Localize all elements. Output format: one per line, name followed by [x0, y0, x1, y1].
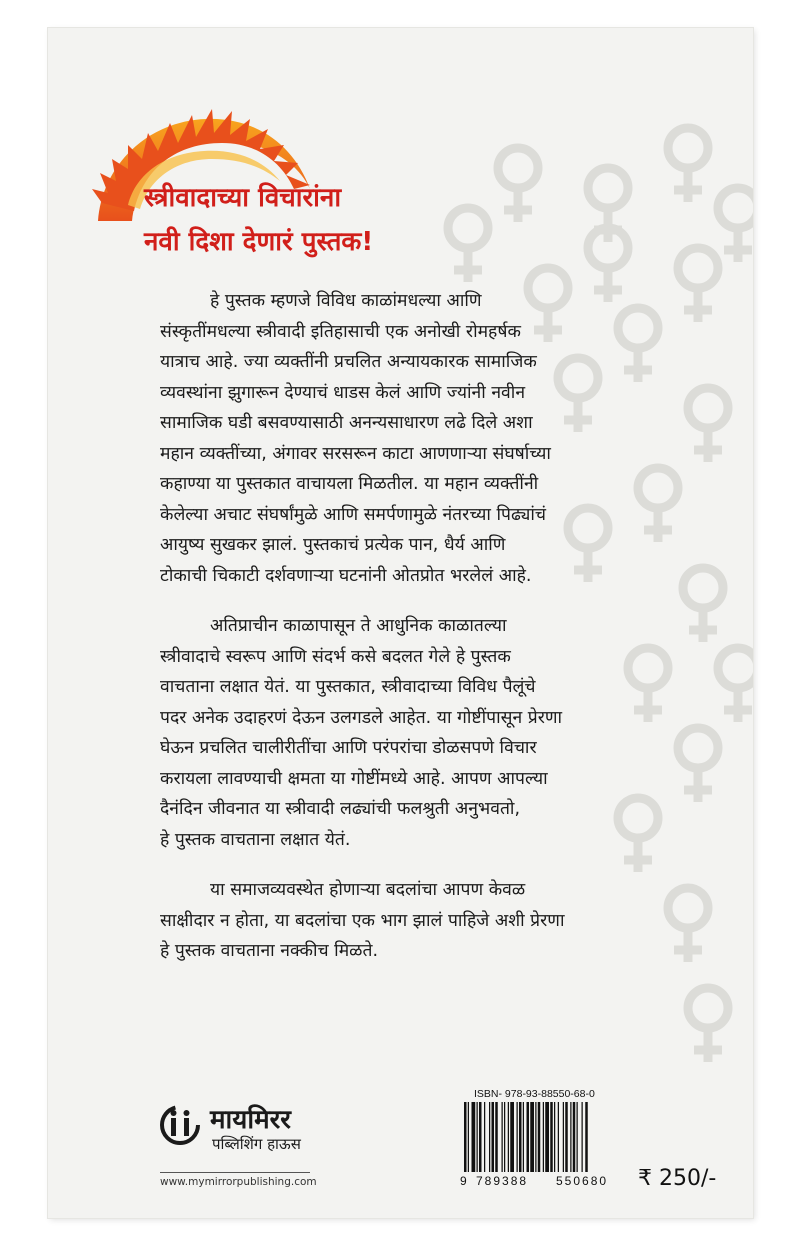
barcode-bar: [472, 1102, 476, 1172]
book-back-cover: [48, 28, 753, 1218]
barcode-bar: [489, 1102, 490, 1172]
blurb-line: सामाजिक घडी बसवण्यासाठी अनन्यसाधारण लढे दिले अशा: [160, 413, 533, 433]
blurb-text: [160, 286, 720, 987]
blurb-line: आयुष्य सुखकर झालं. पुस्तकाचं प्रत्येक पान, धैर्य आणि: [160, 535, 506, 555]
blurb-line: वाचताना लक्षात येतं. या पुस्तकात, स्त्रीवादाच्या विविध पैलूंचे: [160, 677, 536, 697]
barcode-bar: [527, 1102, 530, 1172]
barcode-bar: [523, 1102, 524, 1172]
blurb-line: घेऊन प्रचलित चालीरीतींचा आणि परंपरांचा डोळसपणे विचार: [160, 738, 537, 758]
barcode-bar: [570, 1102, 571, 1172]
blurb-line: पदर अनेक उदाहरणं देऊन उलगडले आहेत. या गोष्टींपासून प्रेरणा: [160, 707, 563, 728]
blurb-line: हे पुस्तक म्हणजे विविध काळांमधल्या आणि: [210, 291, 482, 311]
barcode-bar: [545, 1102, 549, 1172]
barcode-group-1: 789388: [476, 1174, 529, 1188]
venus-symbol-icon: [718, 648, 753, 722]
isbn-text: ISBN- 978-93-88550-68-0: [474, 1088, 595, 1100]
barcode-bar: [508, 1102, 509, 1172]
barcode-bar: [543, 1102, 544, 1172]
blurb-line: व्यवस्थांना झुगारून देण्याचं धाडस केलं आणि ज्यांनी नवीन: [160, 382, 526, 403]
barcode-group-2: 550680: [556, 1174, 609, 1188]
barcode-bar: [563, 1102, 564, 1172]
barcode-bar: [517, 1102, 518, 1172]
barcode-bar: [538, 1102, 541, 1172]
blurb-line: अतिप्राचीन काळापासून ते आधुनिक काळातल्या: [210, 616, 507, 636]
venus-symbol-icon: [668, 128, 708, 202]
blurb-line: स्त्रीवादाचे स्वरूप आणि संदर्भ कसे बदलत गेले हे पुस्तक: [160, 646, 511, 667]
barcode-bar: [495, 1102, 498, 1172]
blurb-line: हे पुस्तक वाचताना लक्षात येतं.: [160, 829, 351, 850]
barcode-bar: [510, 1102, 514, 1172]
headline-line-1: स्त्रीवादाच्या विचारांना: [144, 183, 342, 213]
blurb-line: संस्कृतींमधल्या स्त्रीवादी इतिहासाची एक अनोखी रोमहर्षक: [160, 321, 521, 342]
publisher-url: www.mymirrorpublishing.com: [160, 1172, 310, 1188]
blurb-line: यात्राच आहे. ज्या व्यक्तींनी प्रचलित अन्यायकारक सामाजिक: [160, 352, 537, 372]
blurb-line: केलेल्या अचाट संघर्षांमुळे आणि समर्पणामुळे नंतरच्या पिढ्यांचं: [160, 504, 547, 525]
blurb-paragraph: [160, 611, 720, 855]
publisher-logo-icon: [160, 1104, 200, 1146]
blurb-paragraph: [160, 286, 720, 591]
venus-symbol-icon: [688, 988, 728, 1062]
barcode-bar: [519, 1102, 522, 1172]
barcode-bar: [585, 1102, 588, 1172]
barcode-bar: [535, 1102, 536, 1172]
barcode-bar: [573, 1102, 576, 1172]
publisher-subtitle: पब्लिशिंग हाऊस: [212, 1135, 301, 1153]
barcode-bar: [550, 1102, 553, 1172]
barcode-bar: [554, 1102, 555, 1172]
venus-symbol-icon: [718, 188, 753, 262]
blurb-line: महान व्यक्तींच्या, अंगावर सरसरून काटा आणणाऱ्या संघर्षाच्या: [160, 443, 551, 464]
blurb-line: करायला लावण्याची क्षमता या गोष्टींमध्ये आहे. आपण आपल्या: [160, 768, 548, 789]
barcode-block: [460, 1088, 632, 1198]
headline-line-2: नवी दिशा देणारं पुस्तक!: [144, 227, 374, 257]
barcode-bar: [468, 1102, 469, 1172]
barcode-graphic: [460, 1102, 632, 1174]
barcode-bar: [484, 1102, 485, 1172]
barcode-bar: [558, 1102, 559, 1172]
barcode-bar: [530, 1102, 534, 1172]
barcode-bar: [565, 1102, 568, 1172]
barcode-bar: [504, 1102, 505, 1172]
blurb-line: हे पुस्तक वाचताना नक्कीच मिळते.: [160, 941, 379, 961]
publisher-name: मायमिरर: [210, 1105, 291, 1135]
venus-symbol-icon: [498, 148, 538, 222]
blurb-line: या समाजव्यवस्थेत होणाऱ्या बदलांचा आपण केवळ: [210, 880, 526, 900]
blurb-line: टोकाची चिकाटी दर्शवणाऱ्या घटनांनी ओतप्रोत भरलेलं आहे.: [160, 565, 532, 586]
publisher-block: [160, 1104, 380, 1204]
venus-symbol-icon: [448, 208, 488, 282]
barcode-bar: [577, 1102, 578, 1172]
barcode-bar: [464, 1102, 467, 1172]
blurb-paragraph: [160, 875, 720, 967]
blurb-line: दैनंदिन जीवनात या स्त्रीवादी लढ्यांची फलश्रुती अनुभवतो,: [160, 799, 521, 819]
barcode-bar: [582, 1102, 583, 1172]
price-label: ₹ 250/-: [638, 1166, 717, 1191]
blurb-line: कहाण्या या पुस्तकात वाचायला मिळतील. या महान व्यक्तींनी: [160, 474, 539, 494]
barcode-bar: [502, 1102, 503, 1172]
barcode-bar: [492, 1102, 495, 1172]
barcode-bar: [479, 1102, 482, 1172]
barcode-bar: [477, 1102, 478, 1172]
headline: [144, 176, 373, 264]
barcode-digit-first: 9: [460, 1174, 467, 1188]
blurb-line: साक्षीदार न होता, या बदलांचा एक भाग झालं पाहिजे अशी प्रेरणा: [160, 910, 565, 931]
